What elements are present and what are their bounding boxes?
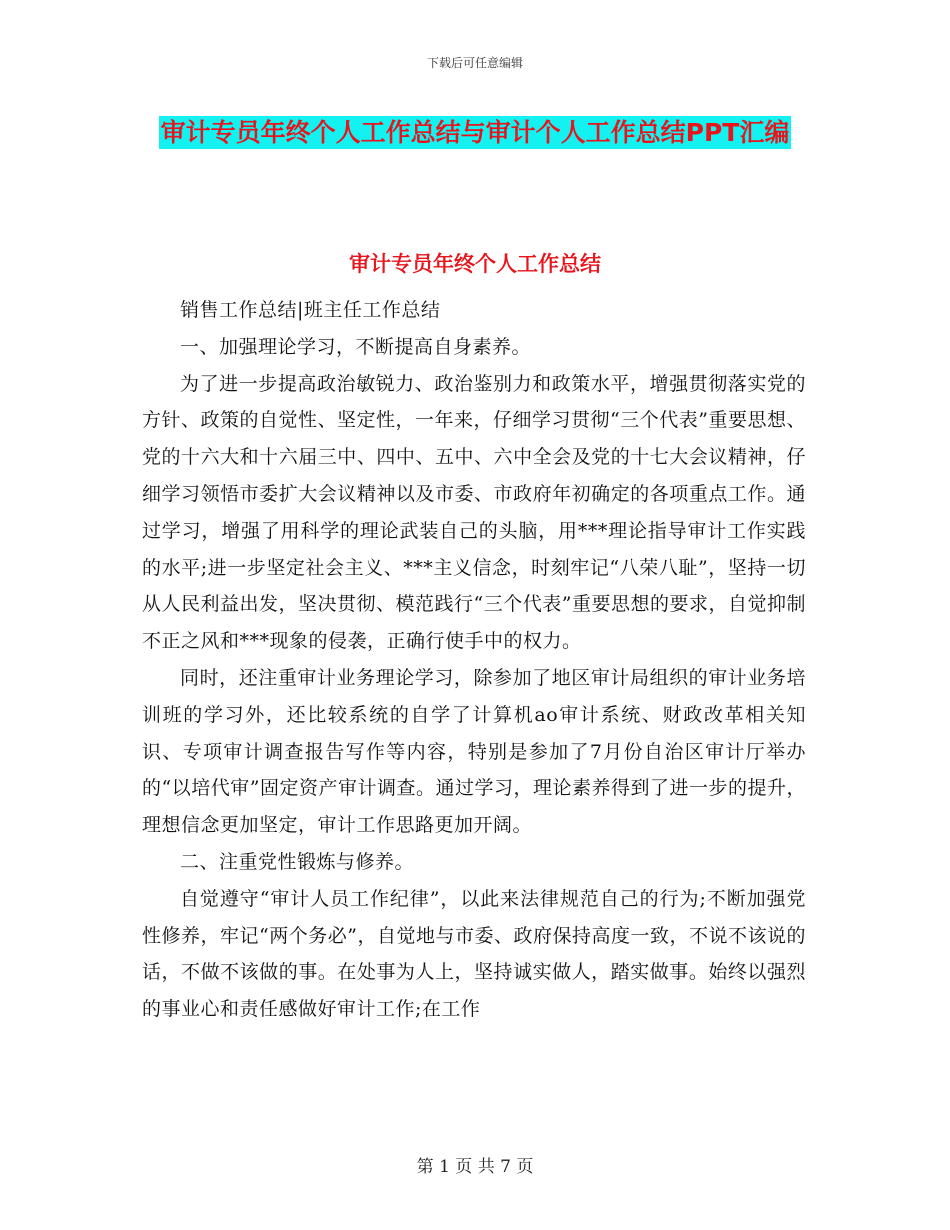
paragraph-category: 销售工作总结|班主任工作总结 (180, 299, 441, 321)
header-note: 下载后可任意编辑 (426, 56, 523, 70)
page-number-footer: 第 1 页 共 7 页 (416, 1157, 534, 1177)
document-title-text: 审计专员年终个人工作总结与审计个人工作总结PPT汇编 (160, 118, 790, 147)
paragraph-theory-study: 为了进一步提高政治敏锐力、政治鉴别力和政策水平，增强贯彻落实党的方针、政策的自觉性、坚定性，一年来，仔细学习贯彻“三个代表”重要思想、党的十六大和十六届三中、四中、五中、六中全会及党的十七大会议精神，仔细学习领悟市委扩大会议精神以及市委、市政府年初确定的各项重点工作。通过学习，增强了用科学的理论武装自己的头脑，用***理论指导审计工作实践的水平;进一步坚定社会主义、***主义信念，时刻牢记“八荣八耻”，坚持一切从人民利益出发，坚决贯彻、模范践行“三个代表”重要思想的要求，自觉抑制不正之风和***现象的侵袭，正确行使手中的权力。 (142, 372, 806, 653)
paragraph-audit-study: 同时，还注重审计业务理论学习，除参加了地区审计局组织的审计业务培训班的学习外，还比较系统的自学了计算机ao审计系统、财政改革相关知识、专项审计调查报告写作等内容，特别是参加了7月份自治区审计厅举办的“以培代审”固定资产审计调查。通过学习，理论素养得到了进一步的提升，理想信念更加坚定，审计工作思路更加开阔。 (142, 666, 806, 837)
section-title: 审计专员年终个人工作总结 (349, 252, 601, 276)
paragraph-heading-1: 一、加强理论学习，不断提高自身素养。 (180, 335, 532, 358)
document-body (142, 292, 806, 1028)
document-title (150, 108, 800, 158)
paragraph-party-discipline: 自觉遵守“审计人员工作纪律”，以此来法律规范自己的行为;不断加强党性修养，牢记“两个务必”，自觉地与市委、政府保持高度一致，不说不该说的话，不做不该做的事。在处事为人上，坚持诚实做人，踏实做事。始终以强烈的事业心和责任感做好审计工作;在工作 (142, 887, 806, 1021)
paragraph-heading-2: 二、注重党性锻炼与修养。 (180, 850, 415, 873)
